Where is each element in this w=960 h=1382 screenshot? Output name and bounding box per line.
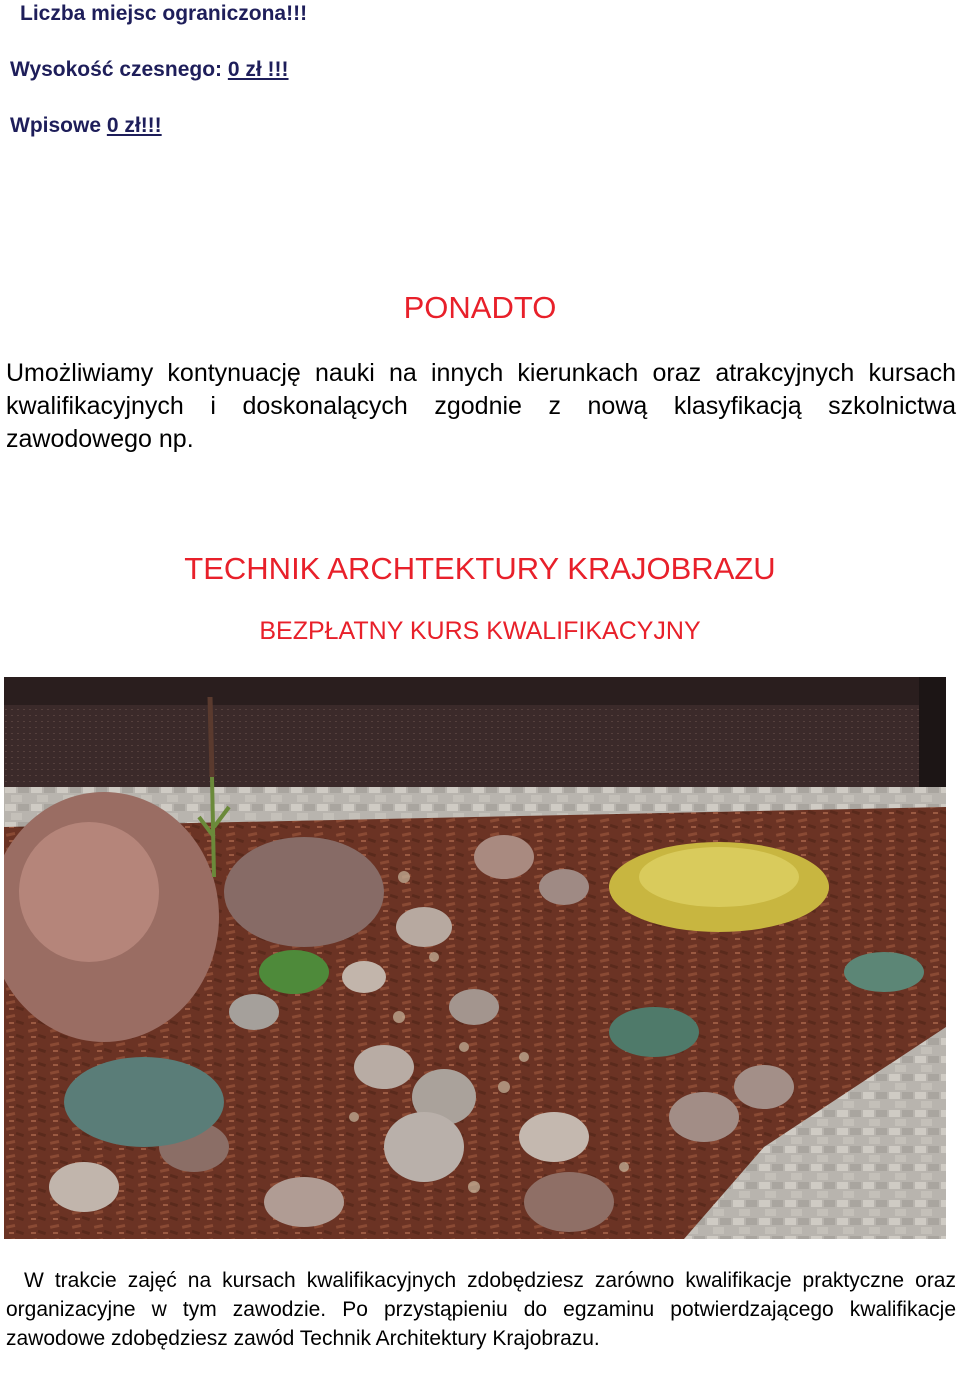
rock-garden-photo [4, 677, 946, 1239]
entry-label: Wpisowe [10, 114, 107, 137]
course-title: TECHNIK ARCHTEKTURY KRAJOBRAZU [184, 551, 776, 586]
seats-limited-notice [20, 2, 307, 26]
section-heading: PONADTO [403, 290, 557, 325]
tuition-fee-notice [10, 58, 289, 82]
fee-label: Wysokość czesnego: [10, 58, 228, 81]
entry-fee-notice [10, 114, 162, 138]
outro-paragraph: W trakcie zajęć na kursach kwalifikacyjnych zdobędziesz zarówno kwalifikacje praktyczne oraz organizacyjne w tym zawodzie. Po przystąpieniu do egzaminu potwierdzającego kwalifikacje zawodowe zdobędziesz zawód Technik Architektury Krajobrazu. [6, 1269, 956, 1350]
entry-value: 0 zł!!! [106, 114, 162, 137]
course-subtitle: BEZPŁATNY KURS KWALIFIKACYJNY [259, 617, 701, 645]
intro-paragraph: Umożliwiamy kontynuację nauki na innych kierunkach oraz atrakcyjnych kursach kwalifikacyjnych i doskonalących zgodnie z nową klasyfikacją szkolnictwa zawodowego np. [6, 359, 956, 453]
fee-value: 0 zł !!! [227, 58, 289, 81]
seats-text: Liczba miejsc ograniczona!!! [20, 2, 308, 25]
